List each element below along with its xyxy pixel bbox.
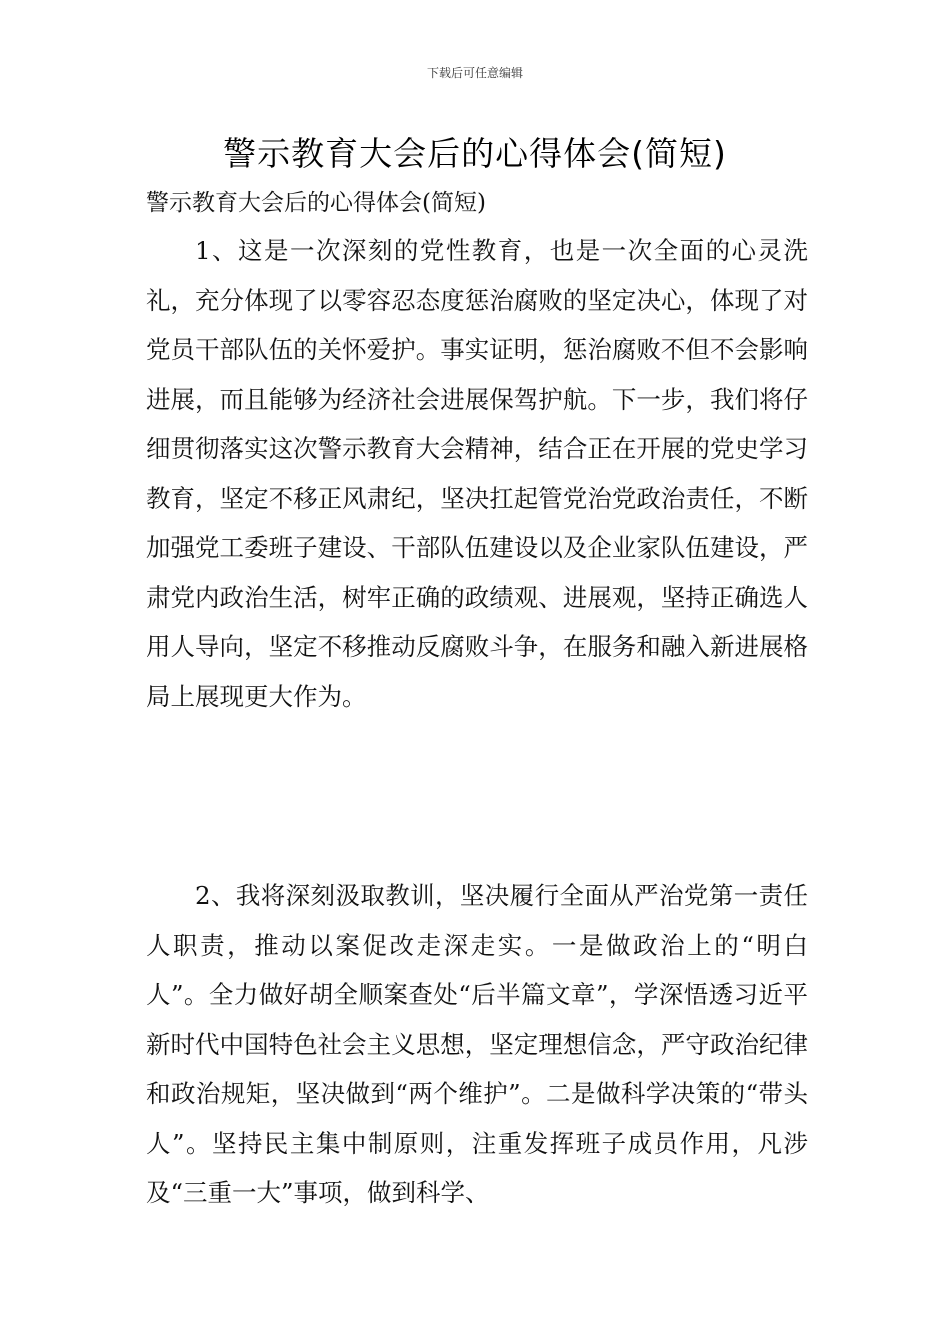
document-subtitle: 警示教育大会后的心得体会(简短) (146, 190, 486, 216)
paragraph-2: 2、我将深刻汲取教训，坚决履行全面从严治党第一责任人职责，推动以案促改走深走实。一是做政治上的“明白人”。全力做好胡全顺案查处“后半篇文章”，学深悟透习近平新时代中国特色社会主义思想，坚定理想信念，严守政治纪律和政治规矩，坚决做到“两个维护”。二是做科学决策的“带头人”。坚持民主集中制原则，注重发挥班子成员作用，凡涉及“三重一大”事项，做到科学、 (146, 881, 808, 1207)
paragraph-1: 1、这是一次深刻的党性教育，也是一次全面的心灵洗礼，充分体现了以零容忍态度惩治腐败的坚定决心，体现了对党员干部队伍的关怀爱护。事实证明，惩治腐败不但不会影响进展，而且能够为经济社会进展保驾护航。下一步，我们将仔细贯彻落实这次警示教育大会精神，结合正在开展的党史学习教育，坚定不移正风肃纪，坚决扛起管党治党政治责任，不断加强党工委班子建设、干部队伍建设以及企业家队伍建设，严肃党内政治生活，树牢正确的政绩观、进展观，坚持正确选人用人导向，坚定不移推动反腐败斗争，在服务和融入新进展格局上展现更大作为。 (146, 236, 808, 711)
document-title: 警示教育大会后的心得体会(简短) (223, 134, 727, 173)
header-note: 下载后可任意编辑 (426, 66, 523, 80)
